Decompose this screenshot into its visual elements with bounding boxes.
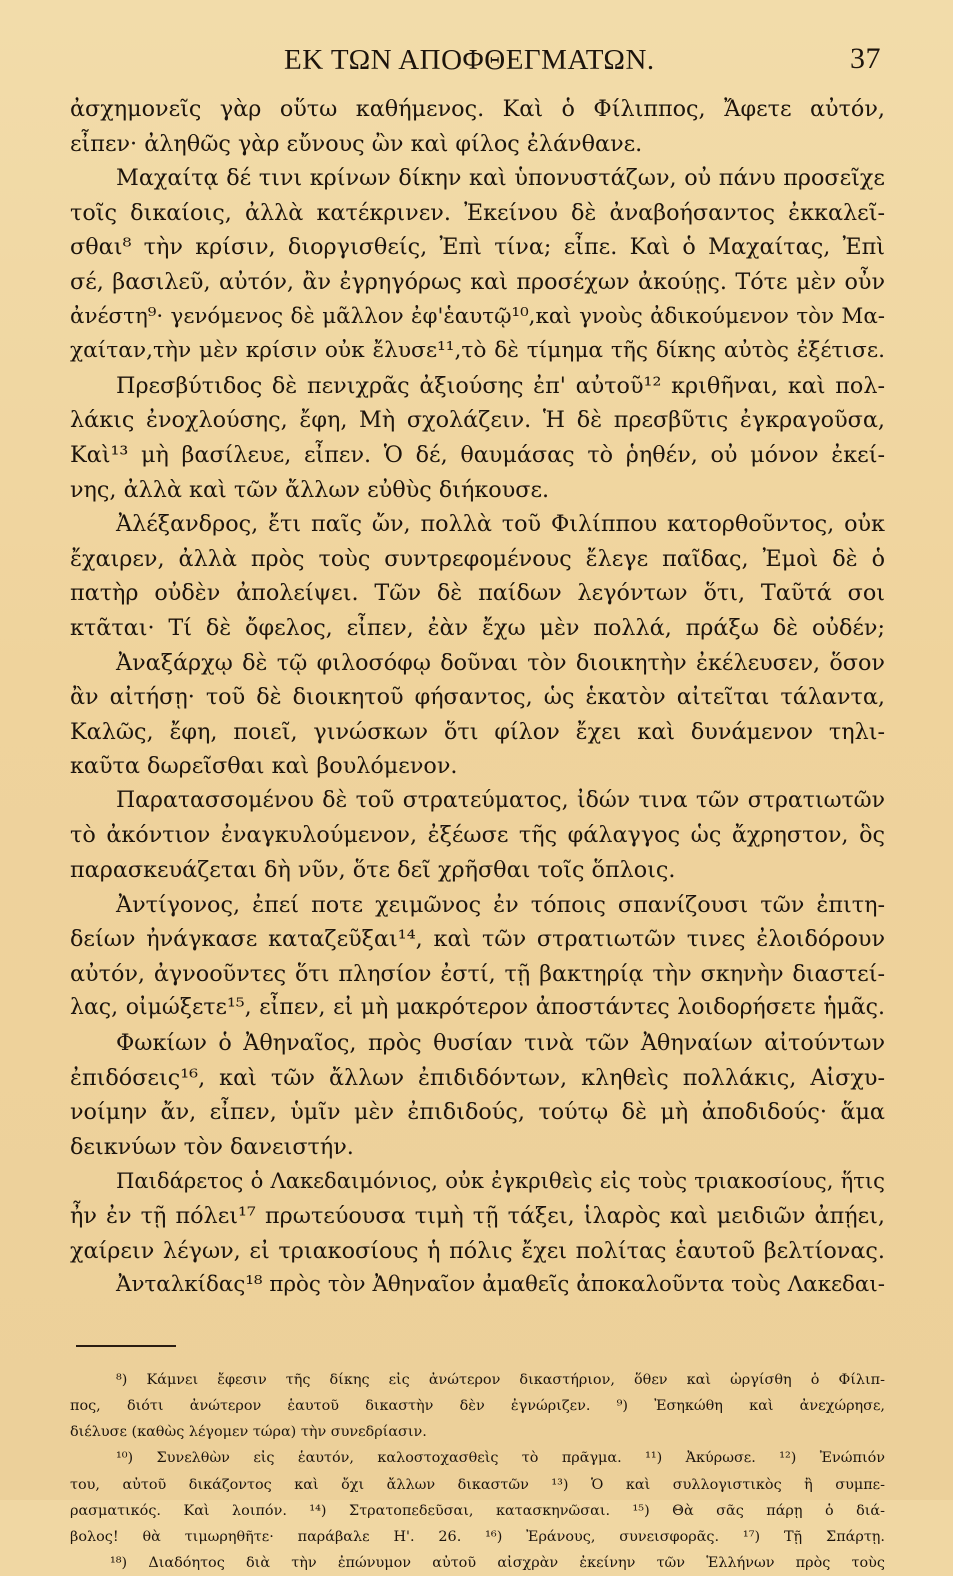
text-line: Παρατασσομένου δὲ τοῦ στρατεύματος, ἰδών τινα τῶν στρατιωτῶν <box>116 787 885 813</box>
text-line: αὐτόν, ἀγνοοῦντες ὅτι πλησίον ἐστί, τῇ βακτηρίᾳ τὴν σκηνὴν διαστεί- <box>70 960 885 987</box>
text-line: λας, οἰμώξετε¹⁵, εἶπεν, εἰ μὴ μακρότερον ἀποστάντες λοιδορήσετε ἡμᾶς. <box>70 995 885 1021</box>
text-line: Παιδάρετος ὁ Λακεδαιμόνιος, οὐκ ἐγκριθεὶς εἰς τοὺς τριακοσίους, ἥτις <box>116 1168 885 1194</box>
text-line: ἀσχημονεῖς γὰρ οὕτω καθήμενος. Καὶ ὁ Φίλιππος, Ἄφετε αὐτόν, <box>70 96 885 122</box>
text-line: τοῖς δικαίοις, ἀλλὰ κατέκρινεν. Ἐκείνου δὲ ἀναβοήσαντος ἐκκαλεῖ- <box>70 199 885 226</box>
text-line: χαίρειν λέγων, εἰ τριακοσίους ἡ πόλις ἔχει πολίτας ἑαυτοῦ βελτίονας. <box>70 1237 885 1264</box>
text-line: Ἀναξάρχῳ δὲ τῷ φιλοσόφῳ δοῦναι τὸν διοικητὴν ἐκέλευσεν, ὅσον <box>116 649 885 676</box>
text-line: κτᾶται· Τί δὲ ὄφελος, εἶπεν, ἐὰν ἔχω μὲν πολλά, πράξω δὲ οὐδέν; <box>70 614 885 641</box>
text-line: Καλῶς, ἔφη, ποιεῖ, γινώσκων ὅτι φίλον ἔχει καὶ δυνάμενον τηλι- <box>70 718 885 745</box>
text-line: Μαχαίτᾳ δέ τινι κρίνων δίκην καὶ ὑπονυστάζων, οὐ πάνυ προσεῖχε <box>116 165 885 192</box>
text-line: Φωκίων ὁ Ἀθηναῖος, πρὸς θυσίαν τινὰ τῶν Ἀθηναίων αἰτούντων <box>116 1030 885 1057</box>
footnote-line: διέλυσε (καθὼς λέγομεν τώρα) τὴν συνεδρίασιν. <box>70 1424 427 1441</box>
text-line: ἂν αἰτήσῃ· τοῦ δὲ διοικητοῦ φήσαντος, ὡς ἑκατὸν αἰτεῖται τάλαντα, <box>70 684 885 711</box>
text-line: δείων ἠνάγκασε καταζεῦξαι¹⁴, καὶ τῶν στρατιωτῶν τινες ἐλοιδόρουν <box>70 926 885 953</box>
footnote-line: πος, διότι ἀνώτερον ἑαυτοῦ δικαστὴν δὲν ἐγνώριζεν. ⁹) Ἐσηκώθη καὶ ἀνεχώρησε, <box>70 1397 885 1414</box>
text-line: Ἀντίγονος, ἐπεί ποτε χειμῶνος ἐν τόποις σπανίζουσι τῶν ἐπιτη- <box>116 891 885 918</box>
footnotes <box>70 1367 885 1576</box>
text-line: σέ, βασιλεῦ, αὐτόν, ἂν ἐγρηγόρως καὶ προσέχων ἀκούῃς. Τότε μὲν οὖν <box>70 268 885 295</box>
footnote-line: του, αὐτοῦ δικάζοντος καὶ ὄχι ἄλλων δικαστῶν ¹³) Ὁ καὶ συλλογιστικὸς ἢ συμπε- <box>70 1476 885 1493</box>
footnote-line: βολος! θὰ τιμωρηθῆτε· παράβαλε Η'. 26. ¹⁶) Ἐράνους, συνεισφορᾶς. ¹⁷) Τῇ Σπάρτῃ. <box>70 1529 885 1545</box>
main-text <box>70 92 885 1303</box>
text-line: ἐπιδόσεις¹⁶, καὶ τῶν ἄλλων ἐπιδιδόντων, κληθεὶς πολλάκις, Αἰσχυ- <box>70 1064 885 1091</box>
page-number: 37 <box>850 42 881 75</box>
text-line: Ἀνταλκίδας¹⁸ πρὸς τὸν Ἀθηναῖον ἀμαθεῖς ἀποκαλοῦντα τοὺς Λακεδαι- <box>116 1272 885 1298</box>
footnote-line: ¹⁰) Συνελθὼν εἰς ἑαυτόν, καλοστοχασθεὶς τὸ πρᾶγμα. ¹¹) Ἀκύρωσε. ¹²) Ἐνώπιόν <box>116 1450 885 1467</box>
running-title: ΕΚ ΤΩΝ ΑΠΟΦΘΕΓΜΑΤΩΝ. <box>284 44 655 76</box>
footnote-rule <box>76 1345 176 1347</box>
text-line: ἦν ἐν τῇ πόλει¹⁷ πρωτεύουσα τιμὴ τῇ τάξει, ἱλαρὸς καὶ μειδιῶν ἀπῄει, <box>70 1203 885 1229</box>
footnote-line: ⁸) Κάμνει ἔφεσιν τῆς δίκης εἰς ἀνώτερον δικαστήριον, ὅθεν καὶ ὠργίσθη ὁ Φίλιπ- <box>116 1371 885 1388</box>
text-line: σθαι⁸ τὴν κρίσιν, διοργισθείς, Ἐπὶ τίνα; εἶπε. Καὶ ὁ Μαχαίτας, Ἐπὶ <box>70 234 885 261</box>
footnote-line: ρασματικός. Καὶ λοιπόν. ¹⁴) Στρατοπεδεῦσαι, κατασκηνῶσαι. ¹⁵) Θὰ σᾶς πάρῃ ὁ διά- <box>70 1502 885 1519</box>
running-header <box>70 40 885 82</box>
text-line: λάκις ἐνοχλούσης, ἔφη, Μὴ σχολάζειν. Ἡ δὲ πρεσβῦτις ἐγκραγοῦσα, <box>70 407 885 434</box>
text-line: δεικνύων τὸν δανειστήν. <box>70 1133 354 1160</box>
text-line: νης, ἀλλὰ καὶ τῶν ἄλλων εὐθὺς διήκουσε. <box>70 476 550 503</box>
text-line: Ἀλέξανδρος, ἔτι παῖς ὤν, πολλὰ τοῦ Φιλίππου κατορθοῦντος, οὐκ <box>116 511 885 538</box>
text-line: καῦτα δωρεῖσθαι καὶ βουλόμενον. <box>70 753 458 780</box>
footnote-line: ¹⁸) Διαδόητος διὰ τὴν ἐπώνυμον αὐτοῦ αἰσχρὰν ἐκείνην τῶν Ἑλλήνων πρὸς τοὺς <box>110 1555 885 1572</box>
text-line: χαίταν,τὴν μὲν κρίσιν οὐκ ἔλυσε¹¹,τὸ δὲ τίμημα τῆς δίκης αὐτὸς ἐξέτισε. <box>70 338 885 364</box>
text-line: ἔχαιρεν, ἀλλὰ πρὸς τοὺς συντρεφομένους ἔλεγε παῖδας, Ἐμοὶ δὲ ὁ <box>70 545 885 572</box>
text-line: παρασκευάζεται δὴ νῦν, ὅτε δεῖ χρῆσθαι τοῖς ὅπλοις. <box>70 857 676 884</box>
text-line: εἶπεν· ἀληθῶς γὰρ εὔνους ὢν καὶ φίλος ἐλάνθανε. <box>70 130 643 157</box>
text-line: ἀνέστη⁹· γενόμενος δὲ μᾶλλον ἐφ'ἑαυτῷ¹⁰,καὶ γνοὺς ἀδικούμενον τὸν Μα- <box>70 303 885 329</box>
text-line: πατὴρ οὐδὲν ἀπολείψει. Τῶν δὲ παίδων λεγόντων ὅτι, Ταῦτά σοι <box>70 580 885 607</box>
text-line: νοίμην ἄν, εἶπεν, ὑμῖν μὲν ἐπιδιδούς, τούτῳ δὲ μὴ ἀποδιδούς· ἅμα <box>70 1099 885 1126</box>
text-line: τὸ ἀκόντιον ἐναγκυλούμενον, ἐξέωσε τῆς φάλαγγος ὡς ἄχρηστον, ὃς <box>70 822 885 849</box>
text-line: Πρεσβύτιδος δὲ πενιχρᾶς ἀξιούσης ἐπ' αὐτοῦ¹² κριθῆναι, καὶ πολ- <box>116 372 885 399</box>
text-line: Καὶ¹³ μὴ βασίλευε, εἶπεν. Ὁ δέ, θαυμάσας τὸ ῥηθέν, οὐ μόνον ἐκεί- <box>70 441 885 468</box>
